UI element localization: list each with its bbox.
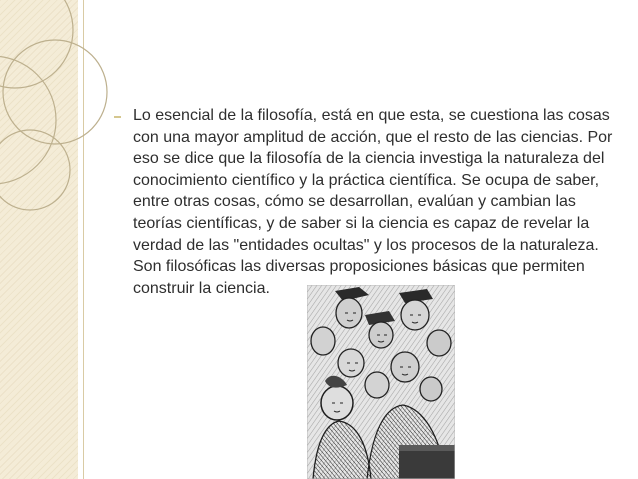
engraving-scholars-illustration-icon bbox=[307, 285, 455, 479]
decor-circle-4 bbox=[0, 56, 56, 184]
bullet-marker bbox=[114, 110, 121, 118]
decorative-circles bbox=[0, 0, 120, 479]
decor-circle-3 bbox=[0, 130, 70, 210]
body-paragraph: Lo esencial de la filosofía, está en que esta, se cuestiona las cosas con una mayor amplitud de acción, que el resto de las ciencias. Por eso se dice que la filosofía de la ciencia investiga la naturaleza del conocimiento científico y la práctica científica. Se ocupa de saber, entre otras cosas, cómo se desarrollan, evalúan y cambian las teorías científicas, y de saber si la ciencia es capaz de revelar la verdad de las "entidades ocultas" y los procesos de la naturaleza. Son filosóficas las diversas proposiciones básicas que permiten construir la ciencia. bbox=[133, 107, 613, 297]
